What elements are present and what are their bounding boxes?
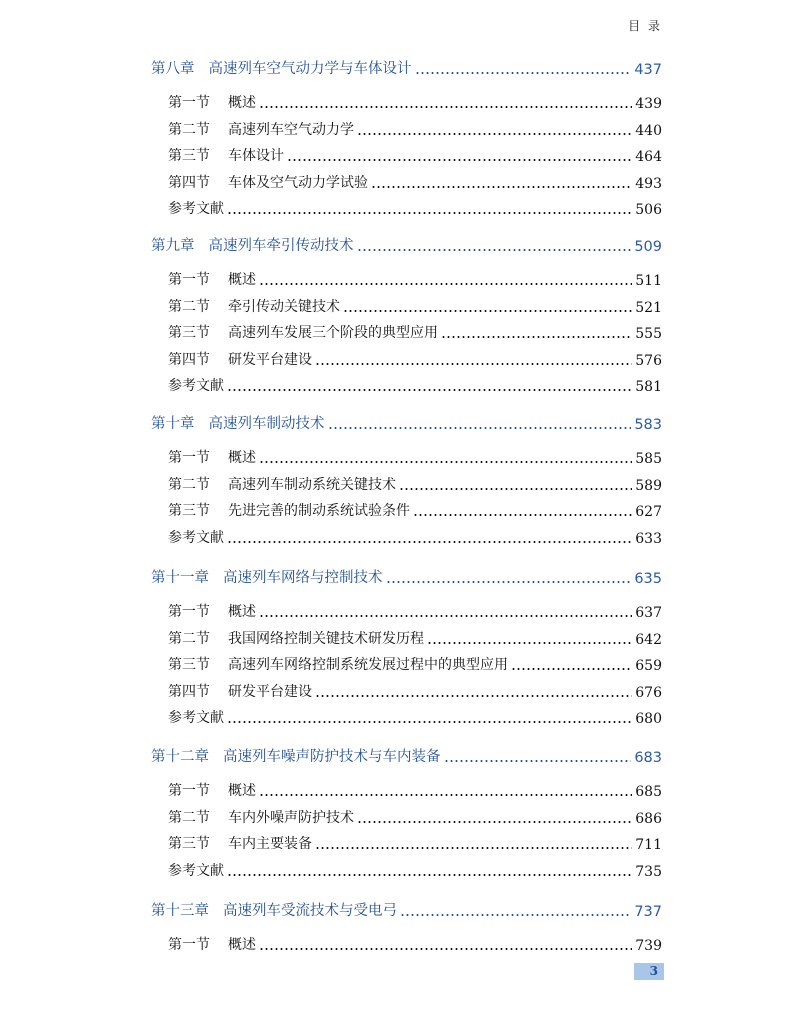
- section-entry[interactable]: [168, 119, 662, 139]
- section-title: 车内外噪声防护技术: [228, 809, 354, 826]
- dot-leader: [259, 454, 632, 464]
- section-page-number: 676: [635, 684, 662, 701]
- section-entry[interactable]: [168, 322, 662, 342]
- dot-leader: [315, 840, 632, 850]
- references-entry[interactable]: [168, 198, 662, 218]
- section-title: 高速列车发展三个阶段的典型应用: [228, 325, 438, 342]
- dot-leader: [227, 382, 632, 392]
- section-page-number: 506: [635, 202, 662, 219]
- section-title: 参考文献: [168, 529, 224, 546]
- section-number: 第一节: [168, 450, 210, 466]
- section-entry[interactable]: [168, 269, 662, 289]
- chapter-number: 第十章: [151, 416, 195, 432]
- chapter-title: 高速列车受流技术与受电弓: [223, 903, 397, 919]
- section-page-number: 735: [635, 863, 662, 880]
- dot-leader: [227, 205, 632, 215]
- page-header-title: 目 录: [628, 19, 662, 33]
- section-title: 牵引传动关键技术: [228, 298, 340, 315]
- section-number: 第三节: [168, 148, 210, 165]
- section-page-number: 581: [635, 379, 662, 396]
- chapter-title: 高速列车空气动力学与车体设计: [208, 61, 412, 77]
- dot-leader: [444, 753, 632, 763]
- dot-leader: [413, 507, 632, 517]
- section-number: 第三节: [168, 503, 210, 520]
- section-number: 第二节: [168, 809, 210, 826]
- section-title: 参考文献: [168, 201, 224, 218]
- section-title: 我国网络控制关键技术研发历程: [228, 630, 424, 647]
- chapter-title: 高速列车噪声防护技术与车内装备: [223, 749, 441, 765]
- dot-leader: [227, 867, 632, 877]
- section-entry[interactable]: [168, 654, 662, 674]
- section-page-number: 686: [635, 810, 662, 827]
- section-entry[interactable]: [168, 145, 662, 165]
- dot-leader: [227, 714, 632, 724]
- dot-leader: [357, 242, 632, 252]
- section-number: 第三节: [168, 325, 210, 342]
- section-number: 第四节: [168, 683, 210, 700]
- section-page-number: 464: [635, 149, 662, 166]
- chapter-page-number: 635: [634, 571, 662, 587]
- section-number: 第三节: [168, 836, 210, 853]
- dot-leader: [259, 941, 632, 951]
- section-number: 第二节: [168, 121, 210, 138]
- chapter-entry[interactable]: [151, 411, 662, 433]
- dot-leader: [415, 65, 632, 75]
- section-title: 先进完善的制动系统试验条件: [228, 503, 410, 520]
- chapter-title: 高速列车牵引传动技术: [208, 238, 354, 254]
- section-title: 车体设计: [228, 148, 284, 165]
- section-number: 第一节: [168, 937, 210, 953]
- section-title: 高速列车网络控制系统发展过程中的典型应用: [228, 657, 508, 674]
- section-page-number: 637: [635, 605, 662, 621]
- chapter-number: 第九章: [151, 238, 195, 254]
- dot-leader: [315, 356, 632, 366]
- section-title: 参考文献: [168, 378, 224, 395]
- dot-leader: [287, 152, 632, 162]
- section-title: 高速列车空气动力学: [228, 121, 354, 138]
- section-page-number: 680: [635, 711, 662, 728]
- chapter-page-number: 583: [634, 417, 662, 433]
- section-page-number: 711: [635, 837, 662, 854]
- dot-leader: [441, 329, 632, 339]
- section-entry[interactable]: [168, 500, 662, 520]
- dot-leader: [328, 420, 632, 430]
- section-number: 第四节: [168, 174, 210, 191]
- dot-leader: [259, 608, 632, 618]
- section-number: 第二节: [168, 630, 210, 647]
- chapter-entry[interactable]: [151, 56, 662, 78]
- section-title: 车内主要装备: [228, 836, 312, 853]
- section-entry[interactable]: [168, 92, 662, 112]
- dot-leader: [371, 179, 632, 189]
- chapter-number: 第十二章: [151, 749, 209, 765]
- section-entry[interactable]: [168, 296, 662, 316]
- chapter-entry[interactable]: [151, 898, 662, 920]
- dot-leader: [357, 814, 632, 824]
- section-entry[interactable]: [168, 628, 662, 648]
- dot-leader: [259, 787, 632, 797]
- section-page-number: 633: [635, 530, 662, 547]
- section-title: 概述: [228, 450, 256, 466]
- dot-leader: [511, 661, 632, 671]
- references-entry[interactable]: [168, 707, 662, 727]
- dot-leader: [399, 481, 632, 491]
- page-number-tab: 3: [634, 963, 664, 980]
- chapter-page-number: 509: [634, 239, 662, 255]
- section-page-number: 440: [635, 122, 662, 139]
- section-entry[interactable]: [168, 780, 662, 800]
- section-title: 研发平台建设: [228, 683, 312, 700]
- dot-leader: [400, 907, 631, 917]
- section-page-number: 555: [635, 326, 662, 343]
- section-number: 第二节: [168, 298, 210, 315]
- chapter-number: 第十三章: [151, 903, 209, 919]
- dot-leader: [427, 635, 632, 645]
- section-title: 概述: [228, 937, 256, 953]
- dot-leader: [357, 126, 632, 136]
- chapter-page-number: 437: [634, 62, 662, 78]
- section-number: 第一节: [168, 272, 210, 288]
- chapter-title: 高速列车网络与控制技术: [223, 570, 383, 586]
- section-number: 第二节: [168, 476, 210, 493]
- chapter-page-number: 683: [634, 750, 662, 766]
- section-page-number: 589: [635, 477, 662, 494]
- section-number: 第一节: [168, 783, 210, 799]
- section-title: 参考文献: [168, 710, 224, 727]
- section-number: 第一节: [168, 604, 210, 620]
- section-entry[interactable]: [168, 681, 662, 701]
- section-page-number: 685: [635, 784, 662, 800]
- section-number: 第三节: [168, 657, 210, 674]
- section-page-number: 739: [635, 938, 662, 954]
- section-title: 概述: [228, 783, 256, 799]
- section-title: 概述: [228, 604, 256, 620]
- section-number: 第四节: [168, 351, 210, 368]
- section-title: 车体及空气动力学试验: [228, 174, 368, 191]
- references-entry[interactable]: [168, 375, 662, 395]
- section-title: 高速列车制动系统关键技术: [228, 476, 396, 493]
- section-entry[interactable]: [168, 474, 662, 494]
- dot-leader: [227, 534, 632, 544]
- section-title: 概述: [228, 95, 256, 111]
- section-page-number: 493: [635, 175, 662, 192]
- section-page-number: 521: [635, 299, 662, 316]
- references-entry[interactable]: [168, 860, 662, 880]
- dot-leader: [315, 688, 632, 698]
- chapter-entry[interactable]: [151, 233, 662, 255]
- section-entry[interactable]: [168, 349, 662, 369]
- section-entry[interactable]: [168, 807, 662, 827]
- dot-leader: [259, 276, 632, 286]
- section-entry[interactable]: [168, 447, 662, 467]
- dot-leader: [386, 574, 632, 584]
- chapter-number: 第十一章: [151, 570, 209, 586]
- section-title: 参考文献: [168, 862, 224, 879]
- section-page-number: 585: [635, 451, 662, 467]
- dot-leader: [343, 303, 632, 313]
- section-entry[interactable]: [168, 934, 662, 954]
- section-page-number: 511: [635, 273, 662, 289]
- section-title: 概述: [228, 272, 256, 288]
- section-page-number: 659: [635, 658, 662, 675]
- section-entry[interactable]: [168, 172, 662, 192]
- dot-leader: [259, 99, 632, 109]
- section-number: 第一节: [168, 95, 210, 111]
- section-page-number: 439: [635, 96, 662, 112]
- section-page-number: 642: [635, 631, 662, 648]
- chapter-entry[interactable]: [151, 565, 662, 587]
- section-title: 研发平台建设: [228, 351, 312, 368]
- section-entry[interactable]: [168, 601, 662, 621]
- chapter-title: 高速列车制动技术: [208, 416, 325, 432]
- section-page-number: 576: [635, 352, 662, 369]
- chapter-page-number: 737: [634, 904, 662, 920]
- chapter-number: 第八章: [151, 61, 195, 77]
- references-entry[interactable]: [168, 527, 662, 547]
- chapter-entry[interactable]: [151, 744, 662, 766]
- section-entry[interactable]: [168, 833, 662, 853]
- section-page-number: 627: [635, 504, 662, 521]
